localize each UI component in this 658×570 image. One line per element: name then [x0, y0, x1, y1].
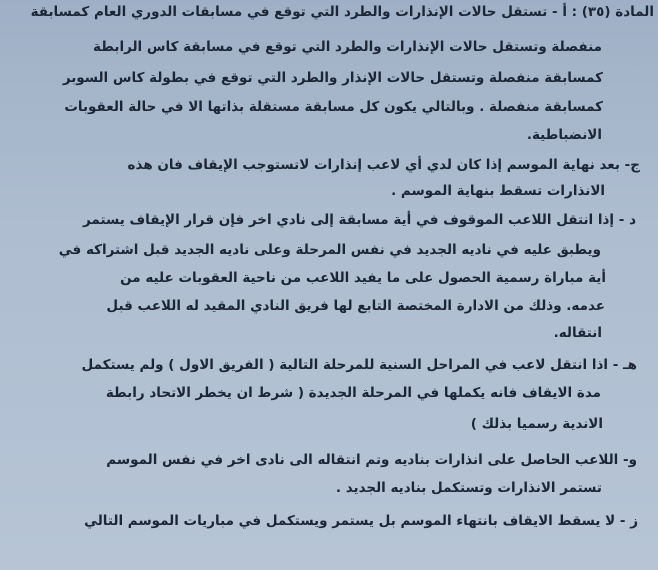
clause-a-line: كمسابقة منفصلة . وبالتالي يكون كل مسابقة مستقلة بذاتها الا في حالة العقوبات — [64, 99, 603, 115]
clause-w-line: و- اللاعب الحاصل على انذارات بناديه وتم انتقاله الى نادى اخر في نفس الموسم — [106, 452, 637, 468]
clause-d-line: د - إذا انتقل اللاعب الموقوف في أية مسابقة إلى نادي اخر فإن قرار الإيقاف يستمر — [83, 212, 636, 228]
clause-a-line: منفصلة وتستقل حالات الإنذارات والطرد التي توقع في مسابقة كاس الرابطة — [93, 39, 602, 55]
clause-z-line: ز - لا يسقط الايقاف بانتهاء الموسم بل يستمر ويستكمل في مباريات الموسم التالي — [84, 513, 638, 529]
clause-c-line: ج- بعد نهاية الموسم إذا كان لدي أي لاعب إنذارات لاتستوجب الإيقاف فان هذه — [127, 157, 640, 173]
clause-a-line: كمسابقة منفصلة وتستقل حالات الإنذار والطرد التي توقع في بطولة كاس السوبر — [62, 70, 603, 86]
article-heading-line: المادة (٣٥) : أ - تستقل حالات الإنذارات والطرد التي توقع في مسابقات الدوري العام كمسابقة — [30, 4, 654, 20]
clause-a-line: الانضباطية. — [526, 127, 602, 143]
clause-h-line: مدة الايقاف فانه يكملها في المرحلة الجديدة ( شرط ان يخطر الاتحاد رابطة — [105, 385, 601, 401]
clause-d-line: ويطبق عليه في ناديه الجديد في نفس المرحلة وعلى ناديه الجديد قبل اشتراكه في — [58, 242, 601, 258]
clause-c-line: الانذارات تسقط بنهاية الموسم . — [391, 183, 605, 199]
clause-h-line: الاندية رسميا بذلك ) — [470, 416, 603, 432]
clause-h-line: هـ - اذا انتقل لاعب في المراحل السنية للمرحلة التالية ( الفريق الاول ) ولم يستكمل — [81, 357, 637, 373]
clause-d-line: انتقاله. — [553, 325, 602, 341]
clause-d-line: عدمه. وذلك من الادارة المختصة التابع لها فريق النادي المقيد له اللاعب قبل — [106, 298, 605, 314]
clause-d-line: أية مباراة رسمية الحصول على ما يفيد اللاعب من ناحية العقوبات عليه من — [120, 270, 606, 286]
clause-w-line: تستمر الانذارات وتستكمل بناديه الجديد . — [335, 480, 602, 496]
